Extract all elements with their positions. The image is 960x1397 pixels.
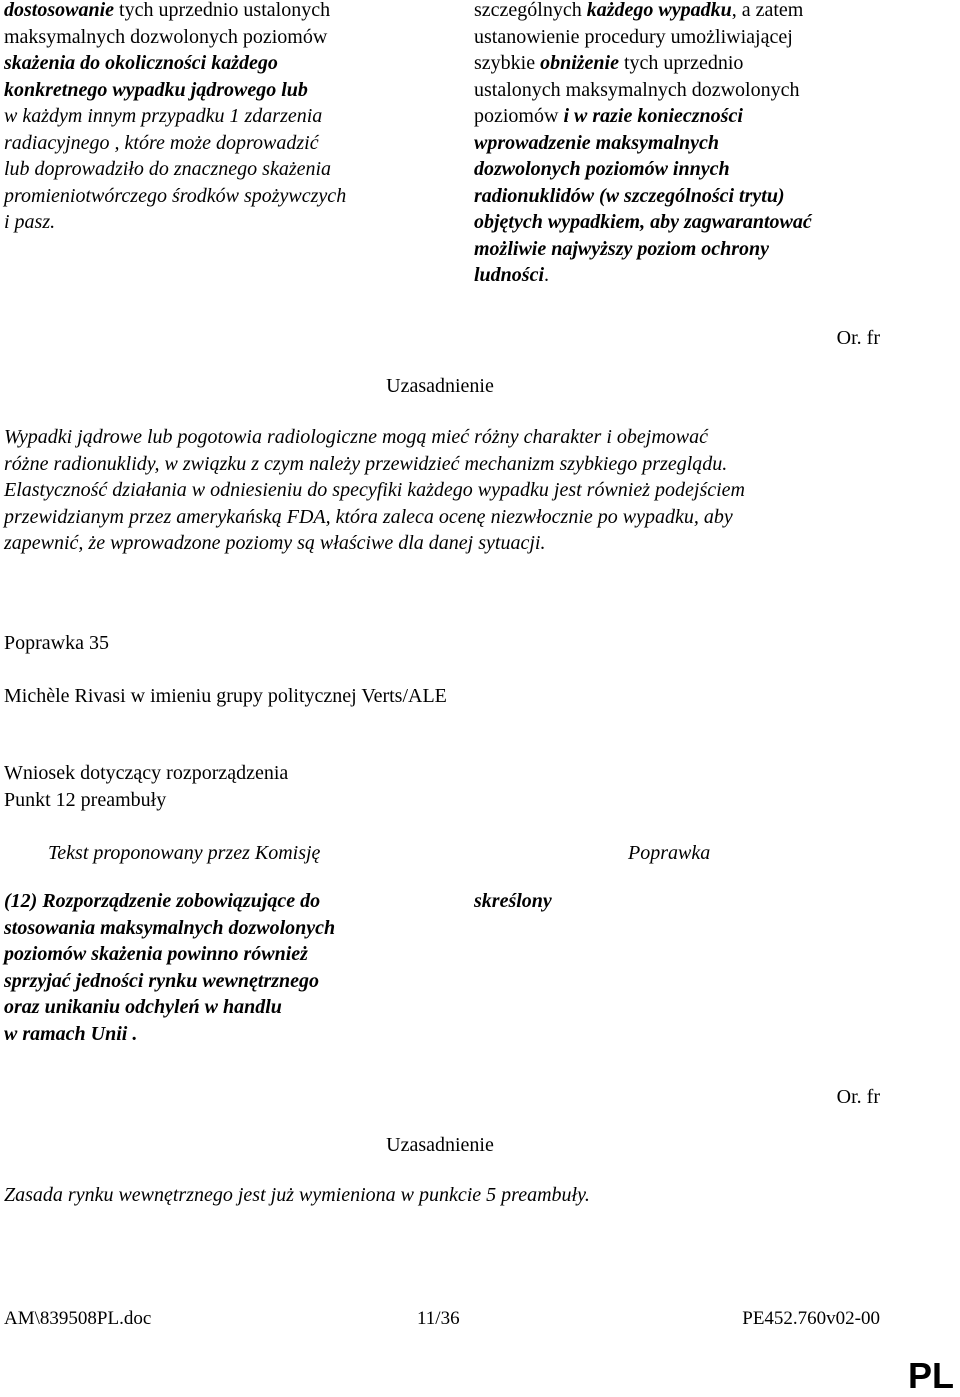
commission-text xyxy=(4,888,424,1047)
text-run: objętych wypadkiem, aby zagwarantować xyxy=(474,211,812,233)
text-line xyxy=(474,183,934,210)
text-run: poziomów xyxy=(474,105,564,127)
text-run: tych uprzednio ustalonych xyxy=(114,0,331,21)
text-run: obniżenie xyxy=(540,52,619,74)
text-line: Wypadki jądrowe lub pogotowia radiologiczne mogą mieć różny charakter i obejmować xyxy=(4,426,708,448)
text-line: oraz unikaniu odchyleń w handlu xyxy=(4,996,282,1018)
commission-text-header: Tekst proponowany przez Komisję xyxy=(48,842,321,864)
text-run: konkretnego wypadku jądrowego lub xyxy=(4,78,308,101)
text-run: ustanowienie procedury umożliwiającej xyxy=(474,25,793,48)
text-line: różne radionuklidy, w związku z czym należy przewidzieć mechanizm szybkiego przeglądu. xyxy=(4,452,728,475)
text-line xyxy=(4,209,424,236)
text-run: ludności xyxy=(474,264,545,286)
original-language-note: Or. fr xyxy=(836,327,880,349)
pe-reference: PE452.760v02-00 xyxy=(742,1308,880,1329)
text-run: skażenia do okoliczności każdego xyxy=(4,52,278,74)
text-line: sprzyjać jedności rynku wewnętrznego xyxy=(4,969,320,992)
recital-reference: Punkt 12 preambuły xyxy=(4,789,167,811)
right-column-top xyxy=(474,0,934,289)
text-run: promieniotwórczego środków spożywczych xyxy=(4,184,347,207)
text-line xyxy=(474,236,934,263)
text-line xyxy=(4,50,424,77)
proposal-reference: Wniosek dotyczący rozporządzenia xyxy=(4,762,289,784)
text-line xyxy=(474,156,934,183)
text-line xyxy=(474,209,934,236)
text-run: lub doprowadziło do znacznego skażenia xyxy=(4,158,332,180)
text-line xyxy=(4,103,424,130)
text-run: tych uprzednio xyxy=(619,52,744,74)
text-line: przewidzianym przez amerykańską FDA, która zaleca ocenę niezwłocznie po wypadku, aby xyxy=(4,505,733,528)
language-code: PL xyxy=(907,1355,954,1396)
justification-text: Zasada rynku wewnętrznego jest już wymieniona w punkcie 5 preambuły. xyxy=(4,1184,590,1206)
text-run: ustalonych maksymalnych dozwolonych xyxy=(474,78,800,101)
text-run: . xyxy=(544,264,550,286)
text-line xyxy=(474,130,934,157)
text-run: , a zatem xyxy=(731,0,804,21)
page-number: 11/36 xyxy=(417,1308,460,1329)
original-language-note: Or. fr xyxy=(836,1086,880,1108)
text-line: w ramach Unii . xyxy=(4,1022,138,1045)
text-line: poziomów skażenia powinno również xyxy=(4,943,308,965)
text-line xyxy=(474,262,934,289)
text-run: radiacyjnego , które może doprowadzić xyxy=(4,131,319,154)
text-line xyxy=(474,77,934,104)
amendment-author: Michèle Rivasi w imieniu grupy politycznej Verts/ALE xyxy=(4,685,447,707)
text-line: Elastyczność działania w odniesieniu do specyfiki każdego wypadku jest również podejściem xyxy=(4,479,745,501)
text-run: maksymalnych dozwolonych poziomów xyxy=(4,25,328,48)
amendment-text: skreślony xyxy=(474,890,552,912)
text-run: i w razie konieczności xyxy=(563,105,743,127)
text-run: dozwolonych poziomów innych xyxy=(474,158,730,180)
justification-text xyxy=(4,424,904,557)
text-line xyxy=(4,24,424,51)
text-line xyxy=(4,77,424,104)
text-run: i pasz. xyxy=(4,211,56,233)
text-line xyxy=(4,0,424,24)
text-run: radionuklidów (w szczególności trytu) xyxy=(474,184,785,207)
text-line xyxy=(4,130,424,157)
text-run: wprowadzenie maksymalnych xyxy=(474,131,720,154)
text-line: (12) Rozporządzenie zobowiązujące do xyxy=(4,890,321,912)
text-run: szybkie xyxy=(474,52,541,74)
text-line xyxy=(474,0,934,24)
justification-heading: Uzasadnienie xyxy=(386,1134,494,1156)
text-run: każdego wypadku xyxy=(586,0,732,21)
amendment-header: Poprawka xyxy=(628,842,711,864)
text-line: zapewnić, że wprowadzone poziomy są właściwe dla danej sytuacji. xyxy=(4,532,546,554)
justification-heading: Uzasadnienie xyxy=(386,375,494,397)
text-run: dostosowanie xyxy=(4,0,115,21)
text-line xyxy=(474,50,934,77)
text-run: w każdym innym przypadku 1 zdarzenia xyxy=(4,105,323,127)
text-line xyxy=(4,183,424,210)
text-line xyxy=(4,156,424,183)
text-line: stosowania maksymalnych dozwolonych xyxy=(4,916,336,939)
left-column-top xyxy=(4,0,424,236)
amendment-title: Poprawka 35 xyxy=(4,632,109,654)
text-run: szczególnych xyxy=(474,0,587,21)
text-run: możliwie najwyższy poziom ochrony xyxy=(474,237,770,260)
document-reference: AM\839508PL.doc xyxy=(4,1308,152,1329)
text-line xyxy=(474,103,934,130)
text-line xyxy=(474,24,934,51)
